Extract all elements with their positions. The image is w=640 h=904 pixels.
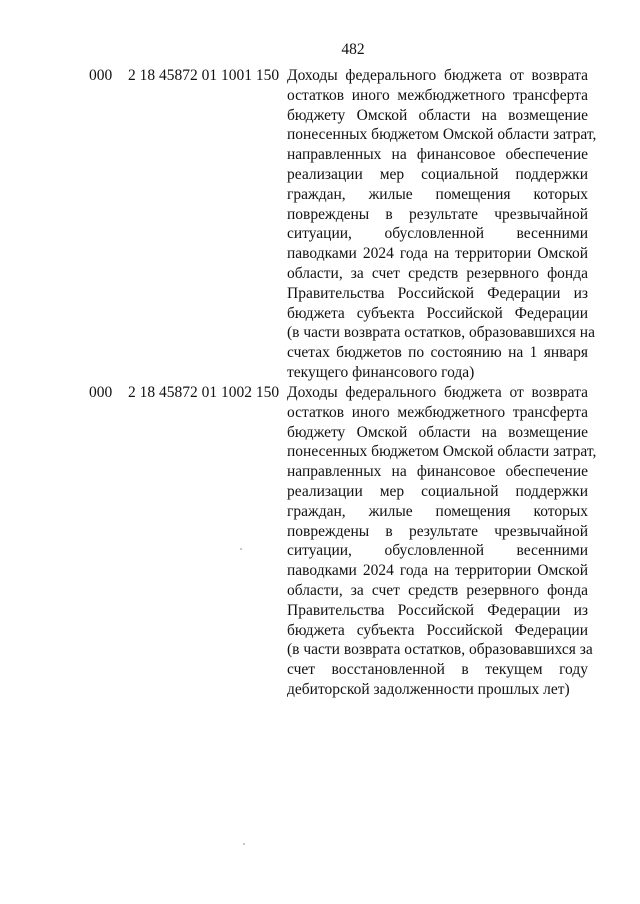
scan-speck: [240, 548, 242, 550]
description-line: граждан, жилые помещения которых: [287, 502, 588, 520]
description-line: (в части возврата остатков, образовавшихся за: [287, 641, 593, 659]
description-line: граждан, жилые помещения которых: [287, 185, 588, 203]
description-line: Правительства Российской Федерации из: [287, 601, 588, 619]
description-line: понесенных бюджетом Омской области затрат,: [287, 126, 597, 144]
description-line: реализации мер социальной поддержки: [287, 165, 588, 183]
page-number: 482: [341, 41, 365, 58]
description-line: направленных на финансовое обеспечение: [287, 463, 588, 481]
entry-description: [287, 383, 597, 700]
description-line: текущего финансового года): [287, 363, 475, 381]
description-line: повреждены в результате чрезвычайной: [287, 205, 588, 223]
description-line: счетах бюджетов по состоянию на 1 января: [287, 344, 588, 362]
description-line: ситуации, обусловленной весенними: [287, 542, 588, 560]
description-line: понесенных бюджетом Омской области затрат,: [287, 443, 597, 461]
budget-classification-code: 2 18 45872 01 1002 150: [128, 384, 280, 401]
description-line: реализации мер социальной поддержки: [287, 482, 588, 500]
description-line: области, за счет средств резервного фонда: [287, 264, 588, 282]
description-line: паводками 2024 года на территории Омской: [287, 562, 588, 580]
description-line: остатков иного межбюджетного трансферта: [287, 403, 588, 421]
administrator-code: 000: [89, 384, 113, 401]
description-line: повреждены в результате чрезвычайной: [287, 522, 588, 540]
description-line: Доходы федерального бюджета от возврата: [287, 67, 588, 84]
description-line: бюджету Омской области на возмещение: [287, 106, 588, 124]
description-line: бюджета субъекта Российской Федерации: [287, 304, 588, 322]
description-line: области, за счет средств резервного фонда: [287, 581, 588, 599]
entry-description: [287, 66, 597, 383]
description-line: дебиторской задолженности прошлых лет): [287, 680, 570, 698]
description-line: (в части возврата остатков, образовавшихся на: [287, 324, 595, 342]
description-line: бюджету Омской области на возмещение: [287, 423, 588, 441]
administrator-code: 000: [89, 67, 113, 84]
description-line: Доходы федерального бюджета от возврата: [287, 384, 588, 401]
budget-classification-code: 2 18 45872 01 1001 150: [128, 67, 280, 84]
description-line: Правительства Российской Федерации из: [287, 284, 588, 302]
description-line: счет восстановленной в текущем году: [287, 661, 588, 679]
description-line: остатков иного межбюджетного трансферта: [287, 86, 588, 104]
scan-speck: [243, 843, 245, 845]
description-line: направленных на финансовое обеспечение: [287, 146, 588, 164]
description-line: ситуации, обусловленной весенними: [287, 225, 588, 243]
description-line: бюджета субъекта Российской Федерации: [287, 621, 588, 639]
description-line: паводками 2024 года на территории Омской: [287, 245, 588, 263]
